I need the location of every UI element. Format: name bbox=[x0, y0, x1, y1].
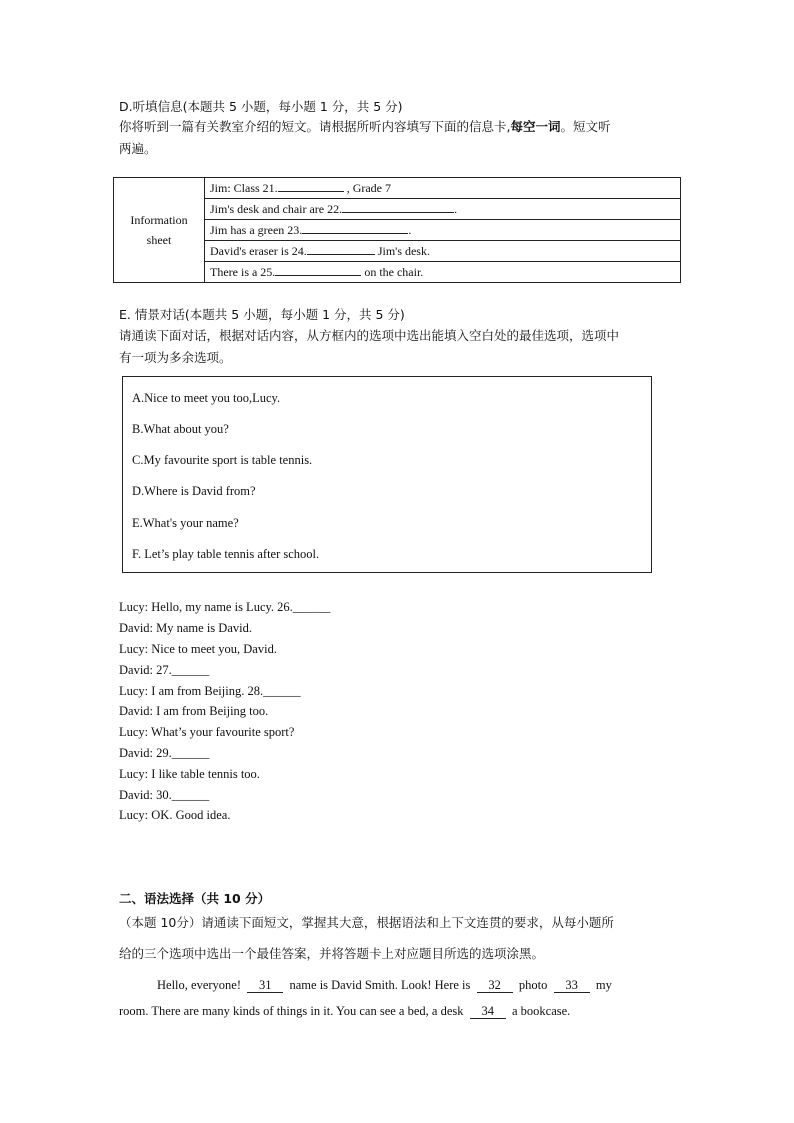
answer-blank-22[interactable] bbox=[342, 199, 454, 213]
row-text: Jim: Class 21. bbox=[210, 181, 278, 195]
dialogue-line: David: 29.______ bbox=[119, 746, 210, 760]
sheet-row-22 bbox=[205, 199, 681, 220]
dialogue-line: Lucy: What’s your favourite sport? bbox=[119, 725, 295, 739]
blank-32[interactable]: 32 bbox=[477, 978, 513, 993]
row-text: There is a 25. bbox=[210, 265, 276, 279]
row-text: . bbox=[454, 202, 458, 216]
answer-blank-25[interactable] bbox=[275, 262, 361, 276]
row-text: Jim's desk. bbox=[374, 244, 430, 258]
passage-line-1 bbox=[157, 976, 612, 994]
dialogue-line: David: I am from Beijing too. bbox=[119, 704, 269, 718]
option-b: B.What about you? bbox=[132, 422, 229, 436]
dialogue-line: Lucy: I like table tennis too. bbox=[119, 767, 260, 781]
sheet-label bbox=[114, 178, 205, 283]
section-e-title: E. 情景对话(本题共 5 小题，每小题 1 分，共 5 分) bbox=[119, 307, 405, 322]
passage-text: name is David Smith. Look! Here is bbox=[289, 978, 471, 992]
options-box bbox=[122, 376, 652, 573]
grammar-instruction-cont: 给的三个选项中选出一个最佳答案，并将答题卡上对应题目所选的选项涂黑。 bbox=[119, 946, 545, 961]
answer-blank-21[interactable] bbox=[278, 178, 344, 192]
row-text: . bbox=[408, 223, 412, 237]
passage-text: my bbox=[595, 978, 612, 992]
grammar-instruction: （本题 10分）请通读下面短文，掌握其大意，根据语法和上下文连贯的要求，从每小题所 bbox=[119, 915, 614, 930]
passage-text: room. There are many kinds of things in it. You can see a bed, a desk bbox=[119, 1004, 464, 1018]
sheet-label-line-1: Information bbox=[130, 213, 188, 227]
sheet-row-23 bbox=[205, 220, 681, 241]
information-sheet-table bbox=[113, 177, 681, 283]
passage-text: a bookcase. bbox=[512, 1004, 571, 1018]
section-d-title: D.听填信息(本题共 5 小题，每小题 1 分，共 5 分) bbox=[119, 99, 403, 114]
passage-line-2 bbox=[119, 1002, 570, 1020]
section-e-instruction-cont: 有一项为多余选项。 bbox=[119, 350, 232, 365]
sheet-row-25 bbox=[205, 262, 681, 283]
option-c: C.My favourite sport is table tennis. bbox=[132, 453, 313, 467]
row-text: Jim has a green 23. bbox=[210, 223, 303, 237]
option-f: F. Let’s play table tennis after school. bbox=[132, 547, 320, 561]
passage-text: photo bbox=[518, 978, 548, 992]
answer-blank-23[interactable] bbox=[302, 220, 408, 234]
dialogue-line: Lucy: Nice to meet you, David. bbox=[119, 642, 277, 656]
section-e-instruction: 请通读下面对话，根据对话内容，从方框内的选项中选出能填入空白处的最佳选项，选项中 bbox=[119, 328, 620, 343]
dialogue-line: David: My name is David. bbox=[119, 621, 252, 635]
option-d: D.Where is David from? bbox=[132, 484, 256, 498]
blank-34[interactable]: 34 bbox=[470, 1004, 506, 1019]
sheet-row-21 bbox=[205, 178, 681, 199]
dialogue-line: Lucy: Hello, my name is Lucy. 26.______ bbox=[119, 600, 331, 614]
option-e: E.What's your name? bbox=[132, 516, 239, 530]
passage-text: Hello, everyone! bbox=[157, 978, 241, 992]
row-text: David's eraser is 24. bbox=[210, 244, 307, 258]
blank-33[interactable]: 33 bbox=[554, 978, 590, 993]
dialogue-line: David: 30.______ bbox=[119, 788, 210, 802]
dialogue-line: David: 27.______ bbox=[119, 663, 210, 677]
section-d-instruction-cont: 两遍。 bbox=[119, 141, 157, 156]
row-text: , Grade 7 bbox=[343, 181, 392, 195]
row-text: on the chair. bbox=[361, 265, 424, 279]
sheet-row-24 bbox=[205, 241, 681, 262]
dialogue-line: Lucy: OK. Good idea. bbox=[119, 808, 231, 822]
instruction-text-end: 。短文听 bbox=[560, 119, 611, 134]
section-d-instruction bbox=[119, 118, 611, 136]
row-text: Jim's desk and chair are 22. bbox=[210, 202, 343, 216]
instruction-text: 你将听到一篇有关教室介绍的短文。请根据所听内容填写下面的信息卡, bbox=[119, 119, 511, 134]
grammar-section-title: 二、语法选择（共 10 分） bbox=[119, 891, 271, 906]
sheet-label-line-2: sheet bbox=[146, 233, 172, 247]
answer-blank-24[interactable] bbox=[307, 241, 375, 255]
instruction-bold-text: 每空一词 bbox=[510, 119, 561, 134]
option-a: A.Nice to meet you too,Lucy. bbox=[132, 391, 281, 405]
dialogue-line: Lucy: I am from Beijing. 28.______ bbox=[119, 684, 301, 698]
blank-31[interactable]: 31 bbox=[247, 978, 283, 993]
